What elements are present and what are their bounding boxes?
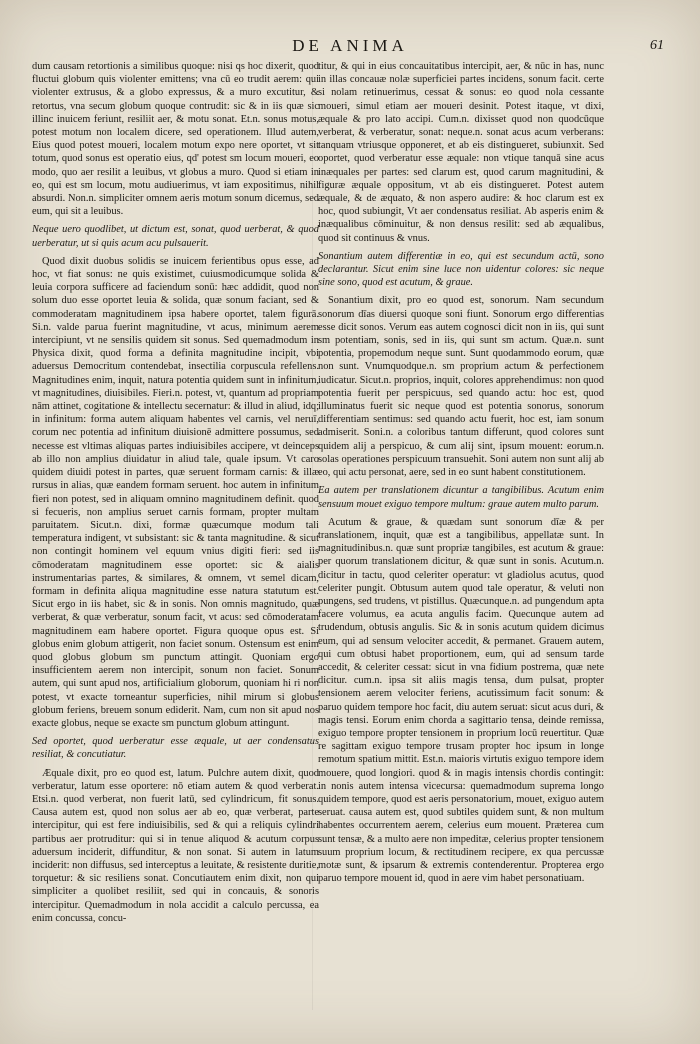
lemma-paragraph: Neque uero quodlibet, ut dictum est, sonat, quod uerberat, & quod uerberatur, ut si quis acum acu pulsauerit.: [32, 224, 319, 249]
page-number: 61: [650, 38, 664, 53]
lemma-paragraph: Sed oportet, quod uerberatur esse æquale, ut aer condensatus resiliat, & concutiatur.: [32, 736, 319, 761]
text-paragraph: dum causam retortionis a similibus quoque: nisi qs hoc dixerit, quod fluctui globum quis violenter emittens; vna cū eo trudit aerem: qui violenter extrusus, & a globo expressus, & a muro excutitur, & retortus, vna secum globum quoque contrudit: sic & in iis quæ sic illinc inuicem feriunt, resiliit aer, & motu sonat. Et.n. sonus motus, potest motum non localem dicere, sed operationem. Illud autem, Eius quod potest moueri, localem motum expo nere oportet, vt sit totum, quod sonus est operatio eius, qd' potest sm locum moueri, eo modo, quo aer resilit a leuibus, vt globus a muro. Quod si etiam in eo, qui est sm locum, motu audiuerimus, vt iam expositimus, nihil absurdi. Non.n. simpliciter omnem aeris motum sonum dicemus, sed eum, qui sit a leuibus.: [32, 61, 319, 218]
left-column: [32, 60, 319, 928]
running-title: DE ANIMA: [292, 36, 408, 55]
lemma-paragraph: Sonantium autem differentiæ in eo, qui est secundum actū, sono declarantur. Sicut enim sine luce non uidentur colores: sic neque sine sono, quod est acutum, & graue.: [318, 250, 604, 289]
text-paragraph: Quod dixit duobus solidis se inuicem ferientibus opus esse, ad hoc, vt fiat sonus: ne quis existimet, cuiusmodicumque solida & leuia corpora sufficere ad faciendum sonū: hæc addidit, quod non solum duo esse oportet leuia & solida, quæ sonum faciant, sed & commoderatam magnitudinem ipsa habere oportet, talem figurā. Si.n. valde parua fuerint magnitudine, vt acus, minimum aerem intercipiunt, vt ne sensilis quidem sit sonus. Sed quemadmodum in Physica dixit, quod forma a definita magnitudine incipit, vbi aduersus Democritum contendebat, insectilia corpuscula refellens. Magnitudines enim, inquit, natura potentia quidem sunt in infinitum, vt magnitudines, diuisibiles. Fieri.n. potest, vt, quantum ad propriam nām attinet, cogitatione & intellectu secernatur: & illud in aliud, idq; in infinitum: forma autem aliquam habentes vel carnis, vel neruī, corum nec potentia ad infinitum diuisionē admittere possumus, sed necesse est vltimas aliquas partes indiuisibiles accipere, vt deinceps ab illo non amplius diuidatur in aliud tale, quale ipsum. Vt caro quidem diuidi potest in partes, quæ seruent formam carnis: & illæ rursus in alias, quæ eandem formam seruent. hoc autem in infinitum fieri non potest, sed in aliquam omnino magnitudinem definit. quod si fecueris, non amplius seruet carnis formam, propter multam paruitatem. Sicut.n. dixi, formæ quæcumque modum tali temperatura indigent, vt subsistant: sic & tanta magnitudine. & sicut non contingit hominem vel equum vnius digiti fieri: sed iis cōmoderatam magnitudinem esse oportet: sic & aialis instrumentarias partes, & similares, & omnem, vt semel dicam, formam in definita aliqua magnitudine esse natura statutum est. Sicut ergo in iis habet, sic & in sonis. Non omnis magnitudo, quæ verberat, & quæ verberatur, sonum facit, vt acus: sed cōmoderatam magnitudinem eam habere oportet. Figura quoque opus est. Si globus enim globum attigerit, non faciet sonum. Ostensum est enim quod globus globum sm punctum attingit. Quoniam ergo insufficientem aerem non intercipit, sonum non faciet. Sonum autem, qui sunt apud nos, artificialium globorum, quoniam hi ri non potest, vt exacte torneantur superficies, nihil mirum si globus globum feriens, breuem sonum ediderit. Nam, cum non sit apud nos exacte globus, neque se exacte sm punctum globum attingunt.: [32, 255, 319, 729]
text-paragraph: titur, & qui in eius concauitatibus intercipit, aer, & nūc in has, nunc in illas concauæ nolæ superficiei partes incidens, sonum facit. certe si nolam retinuerimus, cessat & sonus: eo quod nola cessante moueri, simul etiam aer moueri desinit. Potest itaque, vt dixi, æquale & pro lato accipi. Cum.n. dixisset quod non quodcūque verberat, & verberatur, sonat: neque.n. sonat acus acum verberans: tanquam vtriusque opponeret, et ab eis distingueret, subiunxit. Sed oportet, quod verberatur esse æquale: non vtique tanquā sine acus inæquales per partes: sed clarum est, quod carum magnitudini, & figuræ æquale oppositum, vt ab eis distingueret. Potest autem æquale, & de æquato, & non aspero audire: & hoc clarum est ex hoc, quod subiungit, Vt aer condensatus resiliat. Ab asperis enim & inæqualibus cōminuitur, & non densus resilit: sed ab æqualibus, quod sit continuus & vnus.: [318, 61, 604, 244]
right-column: [318, 60, 604, 888]
text-paragraph: Sonantium dixit, pro eo quod est, sonorum. Nam secundum sonorum dīas diuersi quoque soni fiunt. Sonorum ergo differentias esse dicit sonos. Verum eas autem cognosci dicit non in iis, qui sunt sm potentiam, sonis, sed in iis, qui sunt sm actum. Quæ.n. sunt potentia, propemodum neque sunt. Sunt quodammodo eorum, quæ non sunt. Vnumquodque.n. sm proprium actum & perfectionem iudicatur. Sicut.n. proprios, inquit, colores apprehendimus: non quod potentia fuerit per perspicuus, sed quando actu: hoc est, quod illuminatus fuerit sic neque quod est potentia sonorus, sonorum differentiam sentimus: sed quando actu fuerit, hoc est, iam sonum admiserit. Soni.n. a coloribus tantum differunt, quod colores sunt quidem alij a perspicuo, & cum alij sint, ipsum mouent: eorum.n. solas operationes perspicuum transuehit. Soni autem non sunt alij ab eo, qui actu personat, aere, sed in eo sunt habent constitutionem.: [318, 295, 604, 479]
text-paragraph: Acutum & graue, & quædam sunt sonorum dīæ & per translationem, inquit, quæ est a tangibilibus, appellatæ sunt. In magnitudinibus.n. quæ sunt propriæ tangibiles, est acutum & graue: per quorum translationem dicitur, & quæ sunt in sonis. Acutum.n. dicitur in tactu, quod celeriter operatur: vt gladiolus acutus, quod celeriter pungit. Obtusum autem quod tale operatur, & veluti non pungens, sed trudens, vt pistillus. Quæcunque.n. ad pungendum apta facere volumus, ea acuta angulis facim. Quecunque autem ad trudendum, obtusis angulis. Sic & in sonis acutum quidem dicimus eum, qui ad sensum velociter accedit, & permanet. Grauem autem, qui cum obtusi habet proportionem, eum, qui ad sensum tarde accedit, & celeriter cessat: sicut in vna fidium postrema, quæ nete dicitur. cum.n. ipsa sit aliis magis tensa, dum pulsat, propter tensionem aerem velociter feriens, acutissimum facit sonum: & paruo quidem tempore hoc facit, diu autem seruat: sicut acus duri, & magis tensi. Eorum enim chorda a sagittario tensa, deinde remissa, exiguo tempore propter tensionem in proprium locū reuertitur. Quæ re sagittam exiguo tempore trusam propter hoc ipsum in longe remotum spatium mittit. Est.n. maioris virtutis exiguo tempore idem mouere, quod longiori. quod & in magis intensis chordis contingit: in nonis autem intensa vicecursa: quemadmodum suprema longo quidem tempore, quod est aeris personatorium, mouet, exiguo autem seruat. causa autem est, quod subtiles quidem sunt, & non multum habentes occurrentem aerem, celerius eum mouent. Præterea cum sunt tensæ, & a multo aere non impeditæ, celerius propter tensionem suum proprium locum, & rectitudinem recipere, ex qua percussæ motæ sunt, & ipsarum & extremis contenderentur. Propterea ergo paruo tempore mouent id, quod in aere vim habet personatiuam.: [318, 516, 604, 885]
text-paragraph: Æquale dixit, pro eo quod est, latum. Pulchre autem dixit, quod verberatur, latum esse oportere: nō etiam autem & quod verberat. Etsi.n. quod verberat, non fuerit latū, sed cylindricum, fit sonus. Causa autem est, quod non solus aer ab eo, quæ verberat, parte intercipitur, qui est fere indiuisibilis, sed & qui a reliquis cylindri partibus aer protruditur: qui si in tenue aliquod & acutum corpus aduersum inciderit, diffunditur, & non sonat. Si autem in latum inciderit: non diffusus, sed interceptus a leuitate, & resistente duritie, torquetur: & sic resiliens sonat. Concutiautem enim dixit, non qui simpliciter a quolibet resiliit, sed qui in concauis, & sonoris intercipitur. Quemadmodum in nola accidit a calculo percussa, ea enim concussa, concu-: [32, 767, 319, 924]
lemma-paragraph: Ea autem per translationem dicuntur a tangibilibus. Acutum enim sensuum mouet exiguo tempore multum: graue autem multo parum.: [318, 485, 604, 510]
